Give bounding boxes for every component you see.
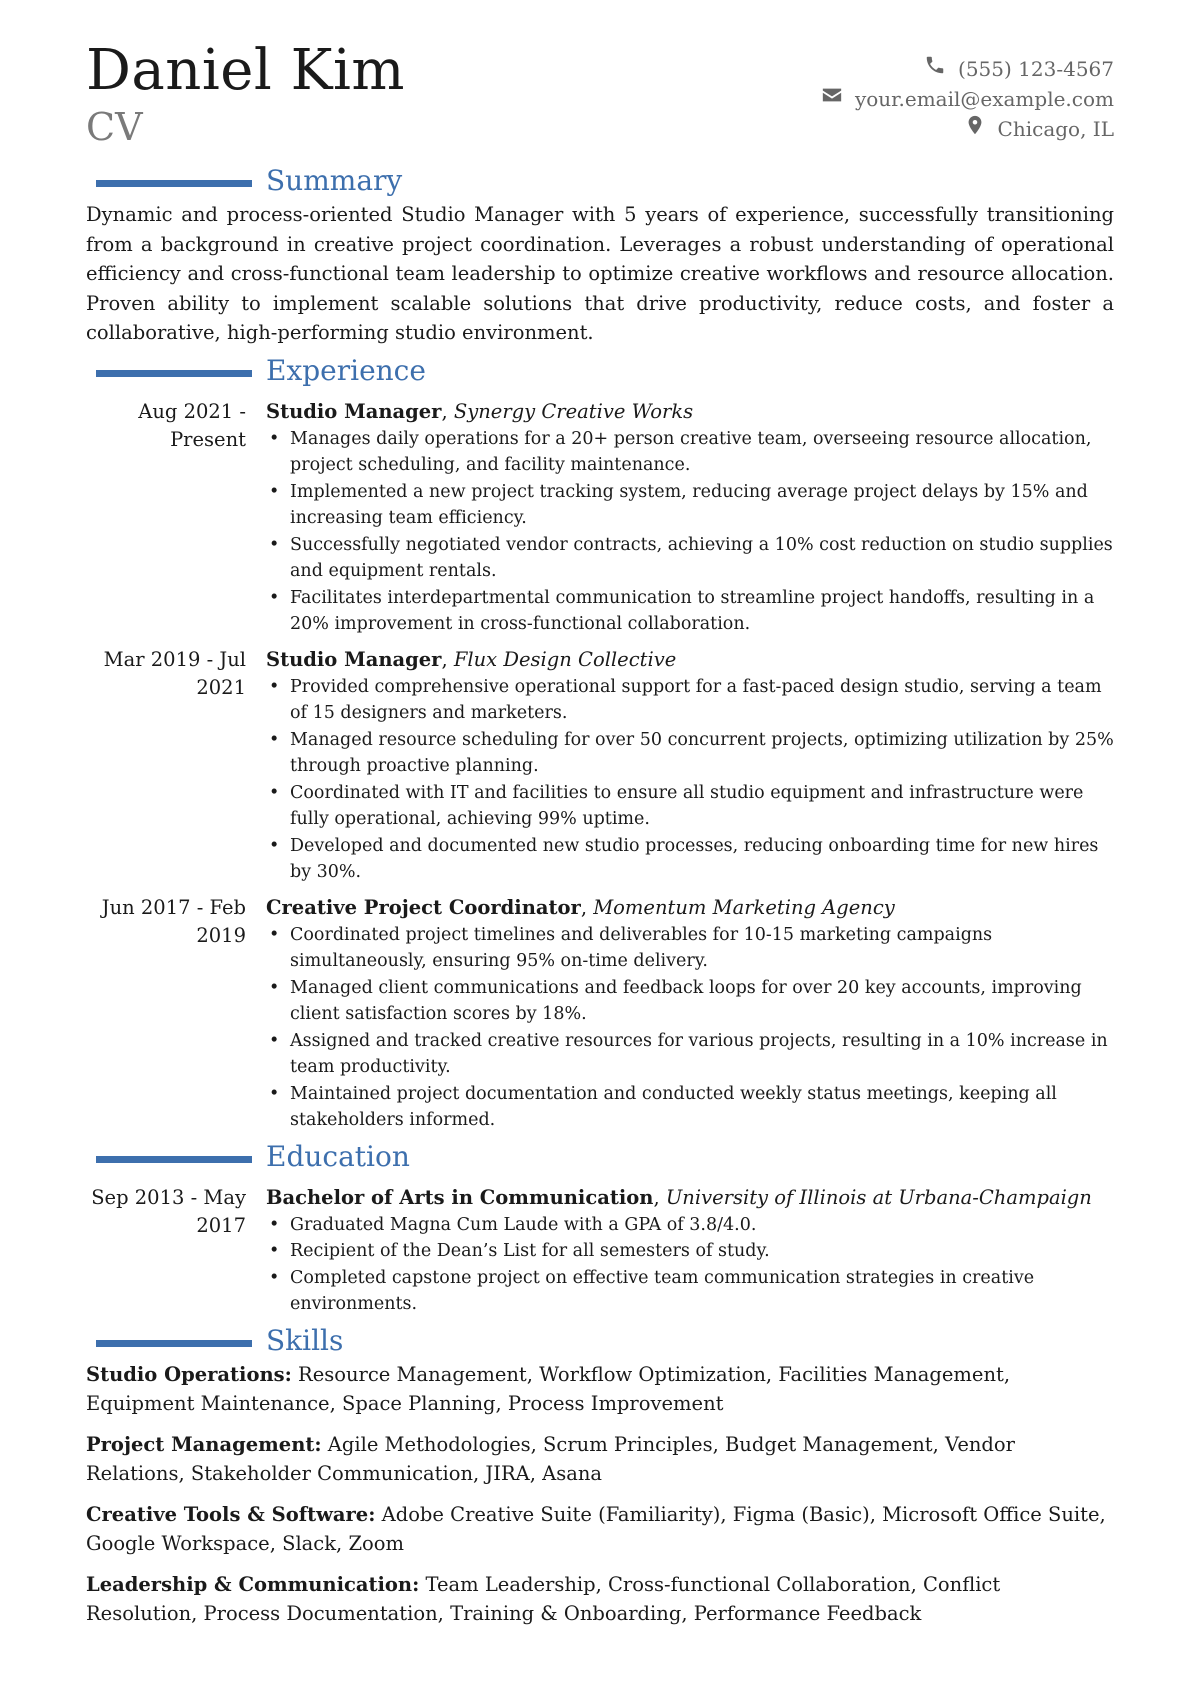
entry-heading: Bachelor of Arts in Communication, University of Illinois at Urbana-Champaign (266, 1185, 1092, 1209)
date-line: Sep 2013 - May (91, 1185, 246, 1209)
bullet-item: • Facilitates interdepartmental communication to streamline project handoffs, resulting in a 20% improvement in cross-functional collaboration. (266, 585, 1114, 638)
skill-items: Agile Methodologies, Scrum Principles, Budget Management, Vendor Relations, Stakeholder Communication, JIRA, Asana (86, 1432, 1015, 1485)
section-title: Experience (266, 353, 426, 387)
entry-body (266, 1184, 1114, 1318)
bullet-item: • Coordinated with IT and facilities to ensure all studio equipment and infrastructure were fully operational, achieving 99% uptime. (266, 780, 1114, 833)
bullet-item: • Completed capstone project on effective team communication strategies in creative environments. (266, 1265, 1114, 1318)
job-title: Studio Manager (266, 647, 442, 671)
skill-group (86, 1500, 1114, 1559)
bullet-item: • Coordinated project timelines and deliverables for 10-15 marketing campaigns simultaneously, ensuring 95% on-time delivery. (266, 922, 1114, 975)
date-line: Jun 2017 - Feb (101, 895, 246, 919)
contact-block (821, 54, 1114, 144)
bullet-item: • Recipient of the Dean’s List for all semesters of study. (266, 1238, 1114, 1265)
skill-category: Project Management: (86, 1432, 322, 1456)
job-title: Creative Project Coordinator (266, 895, 581, 919)
date-line: 2021 (196, 675, 246, 699)
summary-section-heading (86, 164, 1114, 200)
location-text: Chicago, IL (997, 117, 1114, 141)
bullet-list (266, 674, 1114, 886)
bullet-list (266, 922, 1114, 1134)
bullet-item: • Manages daily operations for a 20+ person creative team, overseeing resource allocation, project scheduling, and facility maintenance. (266, 426, 1114, 479)
candidate-name: Daniel Kim (86, 38, 405, 103)
organization: Flux Design Collective (453, 647, 677, 671)
organization: Momentum Marketing Agency (593, 895, 895, 919)
entry-date (86, 646, 266, 886)
section-rule (96, 370, 252, 377)
skill-items: Team Leadership, Cross-functional Collaboration, Conflict Resolution, Process Documentation, Training & Onboarding, Performance Feedback (86, 1572, 1001, 1625)
bullet-item: • Implemented a new project tracking system, reducing average project delays by 15% and increasing team efficiency. (266, 479, 1114, 532)
resume-page (86, 40, 1114, 1640)
contact-email (821, 84, 1114, 114)
experience-section-heading (86, 354, 1114, 390)
education-entry (86, 1184, 1114, 1318)
date-line: 2019 (196, 923, 246, 947)
entry-heading: Creative Project Coordinator, Momentum Marketing Agency (266, 895, 895, 919)
skills-section-heading (86, 1324, 1114, 1360)
entry-date (86, 1184, 266, 1318)
section-title: Education (266, 1139, 410, 1173)
skill-group (86, 1360, 1114, 1419)
entry-body (266, 398, 1114, 638)
contact-location (821, 114, 1114, 144)
bullet-item: • Graduated Magna Cum Laude with a GPA of 3.8/4.0. (266, 1212, 1114, 1239)
bullet-item: • Managed resource scheduling for over 50 concurrent projects, optimizing utilization by 25% through proactive planning. (266, 727, 1114, 780)
email-address[interactable]: your.email@example.com (854, 87, 1114, 111)
institution: University of Illinois at Urbana-Champaign (665, 1185, 1092, 1209)
skill-group (86, 1430, 1114, 1489)
skill-group (86, 1570, 1114, 1629)
entry-body (266, 894, 1114, 1134)
skill-category: Studio Operations: (86, 1362, 292, 1386)
map-pin-icon (964, 114, 986, 144)
bullet-list (266, 1212, 1114, 1318)
entry-date (86, 398, 266, 638)
bullet-item: • Provided comprehensive operational support for a fast-paced design studio, serving a team of 15 designers and marketers. (266, 674, 1114, 727)
skill-items: Adobe Creative Suite (Familiarity), Figma (Basic), Microsoft Office Suite, Google Workspace, Slack, Zoom (86, 1502, 1106, 1555)
skill-category: Creative Tools & Software: (86, 1502, 376, 1526)
entry-body (266, 646, 1114, 886)
section-rule (96, 1156, 252, 1163)
resume-header (86, 40, 1114, 158)
experience-entry (86, 646, 1114, 886)
phone-number: (555) 123-4567 (958, 57, 1114, 81)
contact-phone (821, 54, 1114, 84)
degree-title: Bachelor of Arts in Communication (266, 1185, 654, 1209)
bullet-item: • Assigned and tracked creative resources for various projects, resulting in a 10% increase in team productivity. (266, 1028, 1114, 1081)
skill-items: Resource Management, Workflow Optimization, Facilities Management, Equipment Maintenance, Space Planning, Process Improvement (86, 1362, 1011, 1415)
date-line: Present (170, 427, 246, 451)
bullet-list (266, 426, 1114, 638)
envelope-icon (821, 84, 843, 114)
date-line: 2017 (196, 1213, 246, 1237)
phone-icon (924, 54, 946, 84)
experience-entry (86, 894, 1114, 1134)
entry-heading: Studio Manager, Synergy Creative Works (266, 399, 694, 423)
bullet-item: • Maintained project documentation and conducted weekly status meetings, keeping all stakeholders informed. (266, 1081, 1114, 1134)
document-subtitle: CV (86, 105, 143, 149)
entry-date (86, 894, 266, 1134)
entry-heading: Studio Manager, Flux Design Collective (266, 647, 677, 671)
bullet-item: • Managed client communications and feedback loops for over 20 key accounts, improving client satisfaction scores by 18%. (266, 975, 1114, 1028)
section-title: Summary (266, 164, 403, 197)
section-title: Skills (266, 1323, 344, 1357)
date-line: Mar 2019 - Jul (103, 647, 246, 671)
section-rule (96, 1340, 252, 1347)
organization: Synergy Creative Works (453, 399, 694, 423)
section-rule (96, 180, 252, 187)
skill-category: Leadership & Communication: (86, 1572, 420, 1596)
bullet-item: • Successfully negotiated vendor contracts, achieving a 10% cost reduction on studio supplies and equipment rentals. (266, 532, 1114, 585)
date-line: Aug 2021 - (138, 399, 246, 423)
education-section-heading (86, 1140, 1114, 1176)
bullet-item: • Developed and documented new studio processes, reducing onboarding time for new hires by 30%. (266, 833, 1114, 886)
job-title: Studio Manager (266, 399, 442, 423)
experience-entry (86, 398, 1114, 638)
summary-text: Dynamic and process-oriented Studio Manager with 5 years of experience, successfully transitioning from a background in creative project coordination. Leverages a robust understanding of operational efficiency and cross-functional team leadership to optimize creative workflows and resource allocation. Proven ability to implement scalable solutions that drive productivity, reduce costs, and foster a collaborative, high-performing studio environment. (86, 203, 1114, 344)
